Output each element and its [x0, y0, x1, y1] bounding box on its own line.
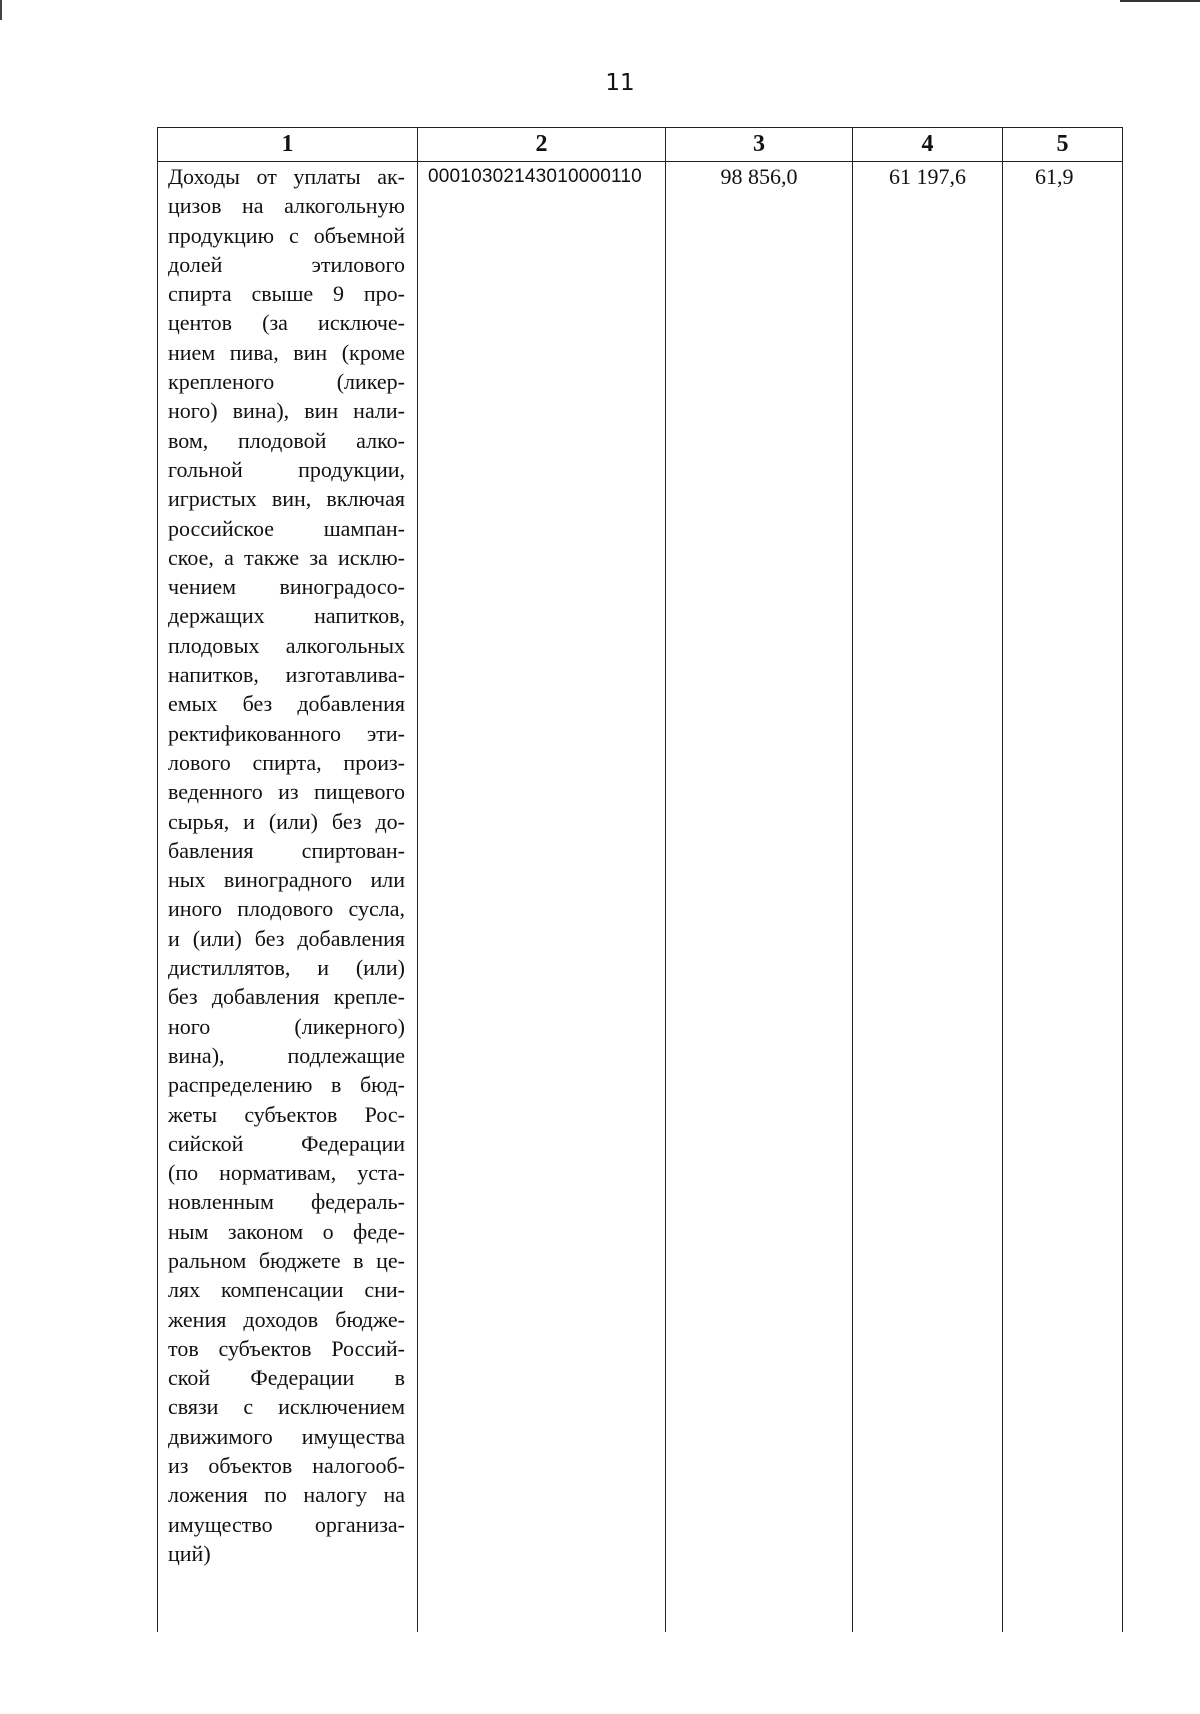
- revenue-name-line: ральном бюджете в це-: [168, 1247, 405, 1273]
- column-header-2: 2: [418, 128, 666, 162]
- revenue-name-line: центов (за исключе-: [168, 310, 405, 336]
- scan-edge-line: [1120, 0, 1200, 2]
- revenue-name-line: крепленого (ликер-: [168, 369, 405, 395]
- revenue-name-line: гольной продукции,: [168, 456, 405, 482]
- revenue-name-line: ское, а также за исклю-: [168, 544, 405, 570]
- revenue-name-line: жеты субъектов Рос-: [168, 1101, 405, 1127]
- revenue-name-line: чением виноградосо-: [168, 574, 405, 600]
- revenue-name-line: лях компенсации сни-: [168, 1277, 405, 1303]
- revenue-name-line: имущество организа-: [168, 1511, 405, 1537]
- page-number: 11: [605, 70, 635, 96]
- revenue-name-line: бавления спиртован-: [168, 837, 405, 863]
- revenue-name-line: плодовых алкогольных: [168, 632, 405, 658]
- revenue-name-line: ного (ликерного): [168, 1013, 405, 1039]
- revenue-name-line: вина), подлежащие: [168, 1042, 405, 1068]
- revenue-name-line: Доходы от уплаты ак-: [168, 164, 405, 189]
- revenue-name-line: ных виноградного или: [168, 867, 405, 893]
- table-row: [158, 162, 1123, 1633]
- revenue-name-line: без добавления крепле-: [168, 984, 405, 1010]
- revenue-name-line: жения доходов бюдже-: [168, 1306, 405, 1332]
- column-header-3: 3: [666, 128, 853, 162]
- column-header-1: 1: [158, 128, 418, 162]
- revenue-name-line: емых без добавления: [168, 691, 405, 717]
- revenue-name-line: дистиллятов, и (или): [168, 955, 405, 981]
- revenue-name-line: лового спирта, произ-: [168, 749, 405, 775]
- revenue-name-line: ректификованного эти-: [168, 720, 405, 746]
- column-header-5: 5: [1003, 128, 1123, 162]
- revenue-name-line: долей этилового: [168, 251, 405, 277]
- revenue-name-line: российское шампан-: [168, 515, 405, 541]
- revenue-name-line: связи с исключением: [168, 1394, 405, 1420]
- revenue-name-line: веденного из пищевого: [168, 779, 405, 805]
- revenue-name-line: сырья, и (или) без до-: [168, 808, 405, 834]
- budget-code-cell: 00010302143010000110: [418, 162, 666, 1633]
- revenue-name-line: из объектов налогооб-: [168, 1453, 405, 1479]
- revenue-name-line: и (или) без добавления: [168, 925, 405, 951]
- revenue-name-line: продукцию с объемной: [168, 222, 405, 248]
- revenue-name-line: сийской Федерации: [168, 1130, 405, 1156]
- scan-edge-mark: [0, 0, 2, 20]
- revenue-name-line: нием пива, вин (кроме: [168, 339, 405, 365]
- budget-table: [157, 127, 1123, 1632]
- revenue-name-line: ным законом о феде-: [168, 1218, 405, 1244]
- revenue-name-line: иного плодового сусла,: [168, 896, 405, 922]
- table-header-row: [158, 128, 1123, 162]
- revenue-name-line: распределению в бюд-: [168, 1072, 405, 1098]
- revenue-name-line: тов субъектов Россий-: [168, 1335, 405, 1361]
- column-header-4: 4: [853, 128, 1003, 162]
- revenue-name-line: спирта свыше 9 про-: [168, 281, 405, 307]
- revenue-name-line: вом, плодовой алко-: [168, 427, 405, 453]
- col3-value-cell: 98 856,0: [666, 162, 853, 1633]
- revenue-name-line: новленным федераль-: [168, 1189, 405, 1215]
- revenue-name-line: движимого имущества: [168, 1423, 405, 1449]
- col4-value-cell: 61 197,6: [853, 162, 1003, 1633]
- revenue-name-line: (по нормативам, уста-: [168, 1160, 405, 1186]
- revenue-name-line: ложения по налогу на: [168, 1482, 405, 1508]
- revenue-name-line: ций): [168, 1540, 211, 1566]
- revenue-name-line: игристых вин, включая: [168, 486, 405, 512]
- revenue-name-line: напитков, изготавлива-: [168, 662, 405, 688]
- revenue-name-line: цизов на алкогольную: [168, 193, 405, 219]
- revenue-name-line: ской Федерации в: [168, 1365, 405, 1391]
- revenue-name-cell: [158, 162, 418, 1633]
- col5-percent-cell: 61,9: [1003, 162, 1123, 1633]
- revenue-name-line: ного) вина), вин нали-: [168, 398, 405, 424]
- revenue-name-line: держащих напитков,: [168, 603, 405, 629]
